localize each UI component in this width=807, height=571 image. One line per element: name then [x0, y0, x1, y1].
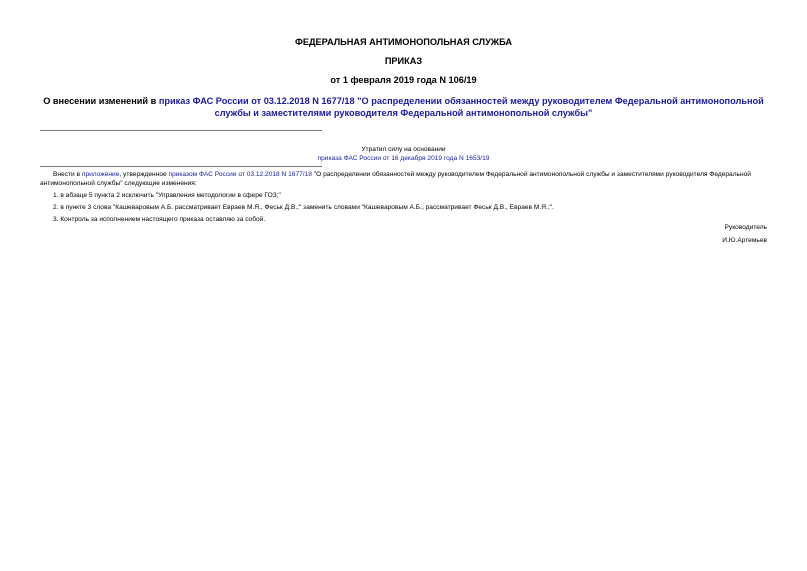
- notice-divider: [40, 166, 322, 167]
- repeal-notice-link[interactable]: приказа ФАС России от 16 декабря 2019 года N 1653/19: [317, 155, 490, 162]
- appendix-link[interactable]: приложение: [81, 171, 120, 178]
- intro-paragraph: [40, 170, 768, 188]
- agency-title: ФЕДЕРАЛЬНАЯ АНТИМОНОПОЛЬНАЯ СЛУЖБА: [294, 37, 512, 47]
- document-type: ПРИКАЗ: [384, 56, 423, 66]
- signer-position: Руководитель: [724, 224, 767, 231]
- document-body: [40, 170, 768, 224]
- item-3: 3. Контроль за исполнением настоящего приказа оставляю за собой.: [53, 216, 266, 223]
- repeal-notice-line: Утратил силу на основании: [361, 146, 446, 153]
- item-2: 2. в пункте 3 слова "Кашеваровым А.Б. рассматривает Евраев М.Я., Феськ Д.В.;" заменить словами "Кашеваровым А.Б., рассматривает Феськ Д.В., Евраев М.Я.;".: [53, 204, 554, 211]
- document-date-number: от 1 февраля 2019 года N 106/19: [330, 75, 477, 85]
- item-1: 1. в абзаце 5 пункта 2 исключить "Управления методологии в сфере ГОЗ;": [53, 192, 281, 199]
- intro-prefix: Внести в: [53, 171, 82, 178]
- header-divider: [40, 130, 322, 131]
- subject-prefix: О внесении изменений в: [43, 96, 159, 106]
- order-link[interactable]: приказом ФАС России от 03.12.2018 N 1677/18: [168, 171, 312, 178]
- intro-mid: , утвержденное: [119, 171, 169, 178]
- document-subject: [40, 95, 767, 119]
- signer-name: И.Ю.Артемьев: [722, 237, 767, 244]
- subject-link[interactable]: приказ ФАС России от 03.12.2018 N 1677/18 "О распределении обязанностей между руководителем Федеральной антимонопольной службы и заместителями руководителя Федеральной антимонопольной службы": [158, 96, 764, 118]
- intro-suffix: "О распределении обязанностей между руководителем Федеральной антимонопольной службы и заместителями руководителя Федеральной антимонопольной службы" следующие изменения:: [40, 171, 751, 187]
